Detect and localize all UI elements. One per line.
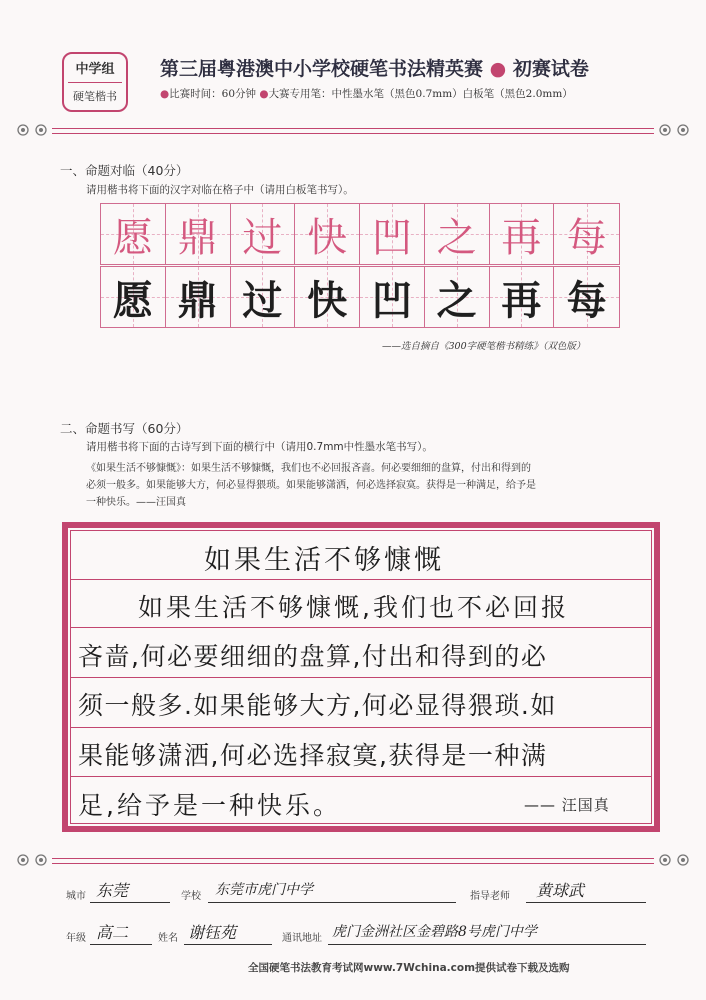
city-label: 城市 — [66, 891, 86, 902]
grid-cell — [490, 204, 555, 264]
bullet-icon: ● — [160, 88, 170, 100]
swirl-ornament-icon — [658, 853, 672, 867]
written-line: 须一般多.如果能够大方,何必显得猥琐.如 — [78, 691, 557, 720]
address-label: 通讯地址 — [282, 933, 322, 944]
grade-label: 年级 — [66, 933, 86, 944]
grid-cell — [166, 204, 231, 264]
section2-heading: 二、命题书写（60分） — [60, 421, 189, 436]
writing-line — [70, 677, 652, 678]
name-label: 姓名 — [158, 933, 178, 944]
passage-line: 必须一般多。如果能够大方，何必显得猥琐。如果能够潇洒，何必选择寂寞。获得是一种满足，给予是 — [86, 480, 536, 491]
city-value[interactable]: 东莞 — [96, 881, 129, 900]
name-underline — [184, 944, 272, 945]
badge-style-label: 硬笔楷书 — [73, 90, 117, 103]
swirl-ornament-icon — [16, 853, 30, 867]
exam-time: 比赛时间：60分钟 — [169, 88, 257, 100]
written-char: 每 — [566, 276, 607, 324]
grade-underline — [90, 944, 152, 945]
footer-divider-thin — [52, 863, 654, 864]
written-char: 之 — [436, 276, 477, 324]
address-underline — [328, 944, 646, 945]
swirl-ornament-icon — [676, 853, 690, 867]
grid-cell[interactable] — [425, 267, 490, 327]
grid-cell — [101, 204, 166, 264]
title-main: 第三届粤港澳中小学校硬笔书法精英赛 — [160, 58, 484, 80]
written-line: 果能够潇洒,何必选择寂寞,获得是一种满 — [78, 741, 548, 770]
exam-info — [160, 86, 573, 101]
swirl-ornament-icon — [34, 853, 48, 867]
badge-divider — [68, 82, 122, 83]
written-title: 如果生活不够慷慨 — [204, 545, 444, 576]
written-line: 如果生活不够慷慨,我们也不必回报 — [138, 593, 569, 622]
grid-cell[interactable] — [295, 267, 360, 327]
swirl-ornament-icon — [658, 123, 672, 137]
teacher-label: 指导老师 — [470, 891, 510, 902]
section1-instruction: 请用楷书将下面的汉字对临在格子中（请用白板笔书写）。 — [86, 184, 354, 196]
written-line: 足,给予是一种快乐。 — [78, 791, 341, 820]
written-char: 过 — [242, 276, 283, 324]
footer-divider — [52, 858, 654, 859]
model-char: 愿 — [112, 214, 153, 261]
writing-line — [70, 727, 652, 728]
grid-cell[interactable] — [166, 267, 231, 327]
header-divider — [52, 128, 654, 129]
name-value[interactable]: 谢钰苑 — [188, 923, 237, 942]
section2-instruction: 请用楷书将下面的古诗写到下面的横行中（请用0.7mm中性墨水笔书写）。 — [86, 441, 433, 453]
model-char: 凹 — [371, 214, 412, 261]
passage-line: 一种快乐。——汪国真 — [86, 497, 186, 508]
swirl-ornament-icon — [34, 123, 48, 137]
city-underline — [90, 902, 170, 903]
grid-cell[interactable] — [554, 267, 619, 327]
title-suffix: 初赛试卷 — [512, 58, 589, 80]
model-char: 之 — [436, 214, 477, 261]
header-divider-thin — [52, 133, 654, 134]
model-char: 快 — [307, 214, 348, 261]
written-char: 再 — [501, 276, 542, 324]
grid-cell[interactable] — [101, 267, 166, 327]
grid-cell — [554, 204, 619, 264]
writing-line — [70, 579, 652, 580]
writing-line — [70, 627, 652, 628]
model-char: 再 — [501, 214, 542, 261]
written-char: 快 — [307, 276, 348, 324]
grid-cell — [295, 204, 360, 264]
footer-text: 全国硬笔书法教育考试网www.7Wchina.com提供试卷下载及选购 — [248, 962, 570, 974]
swirl-ornament-icon — [676, 123, 690, 137]
writing-line — [70, 776, 652, 777]
written-char: 愿 — [112, 276, 153, 324]
written-char: 凹 — [371, 276, 412, 324]
school-value[interactable]: 东莞市虎门中学 — [215, 882, 313, 898]
grade-value[interactable]: 高二 — [96, 923, 129, 942]
passage-text — [86, 460, 536, 511]
teacher-underline — [526, 902, 646, 903]
page-title — [160, 54, 589, 81]
grid-cell — [360, 204, 425, 264]
school-label: 学校 — [181, 891, 201, 902]
group-badge — [62, 52, 128, 112]
grid-cell[interactable] — [360, 267, 425, 327]
written-char: 鼎 — [177, 276, 218, 324]
model-char: 鼎 — [177, 214, 218, 261]
section1-heading: 一、命题对临（40分） — [60, 163, 189, 178]
address-value[interactable]: 虎门金洲社区金碧路8号虎门中学 — [332, 924, 537, 940]
grid-cell[interactable] — [490, 267, 555, 327]
grid-cell — [425, 204, 490, 264]
swirl-ornament-icon — [16, 123, 30, 137]
exam-pen: 大赛专用笔：中性墨水笔（黑色0.7mm）白板笔（黑色2.0mm） — [268, 88, 573, 100]
school-underline — [208, 902, 456, 903]
title-dot: ● — [483, 58, 513, 80]
model-char-grid — [100, 203, 620, 265]
written-line: 吝啬,何必要细细的盘算,付出和得到的必 — [78, 642, 548, 671]
badge-group-label: 中学组 — [75, 62, 115, 77]
grid-cell — [231, 204, 296, 264]
grid-cell[interactable] — [231, 267, 296, 327]
model-char: 每 — [566, 214, 607, 261]
source-note: ——选自摘自《300字硬笔楷书精练》（双色版） — [382, 341, 586, 352]
written-signature: —— 汪国真 — [524, 796, 610, 814]
model-char: 过 — [242, 214, 283, 261]
teacher-value[interactable]: 黄球武 — [536, 881, 585, 900]
bullet-icon: ● — [259, 88, 269, 100]
practice-char-grid[interactable] — [100, 266, 620, 328]
passage-line: 《如果生活不够慷慨》：如果生活不够慷慨，我们也不必回报吝啬。何必要细细的盘算，付出和得到的 — [86, 463, 531, 474]
